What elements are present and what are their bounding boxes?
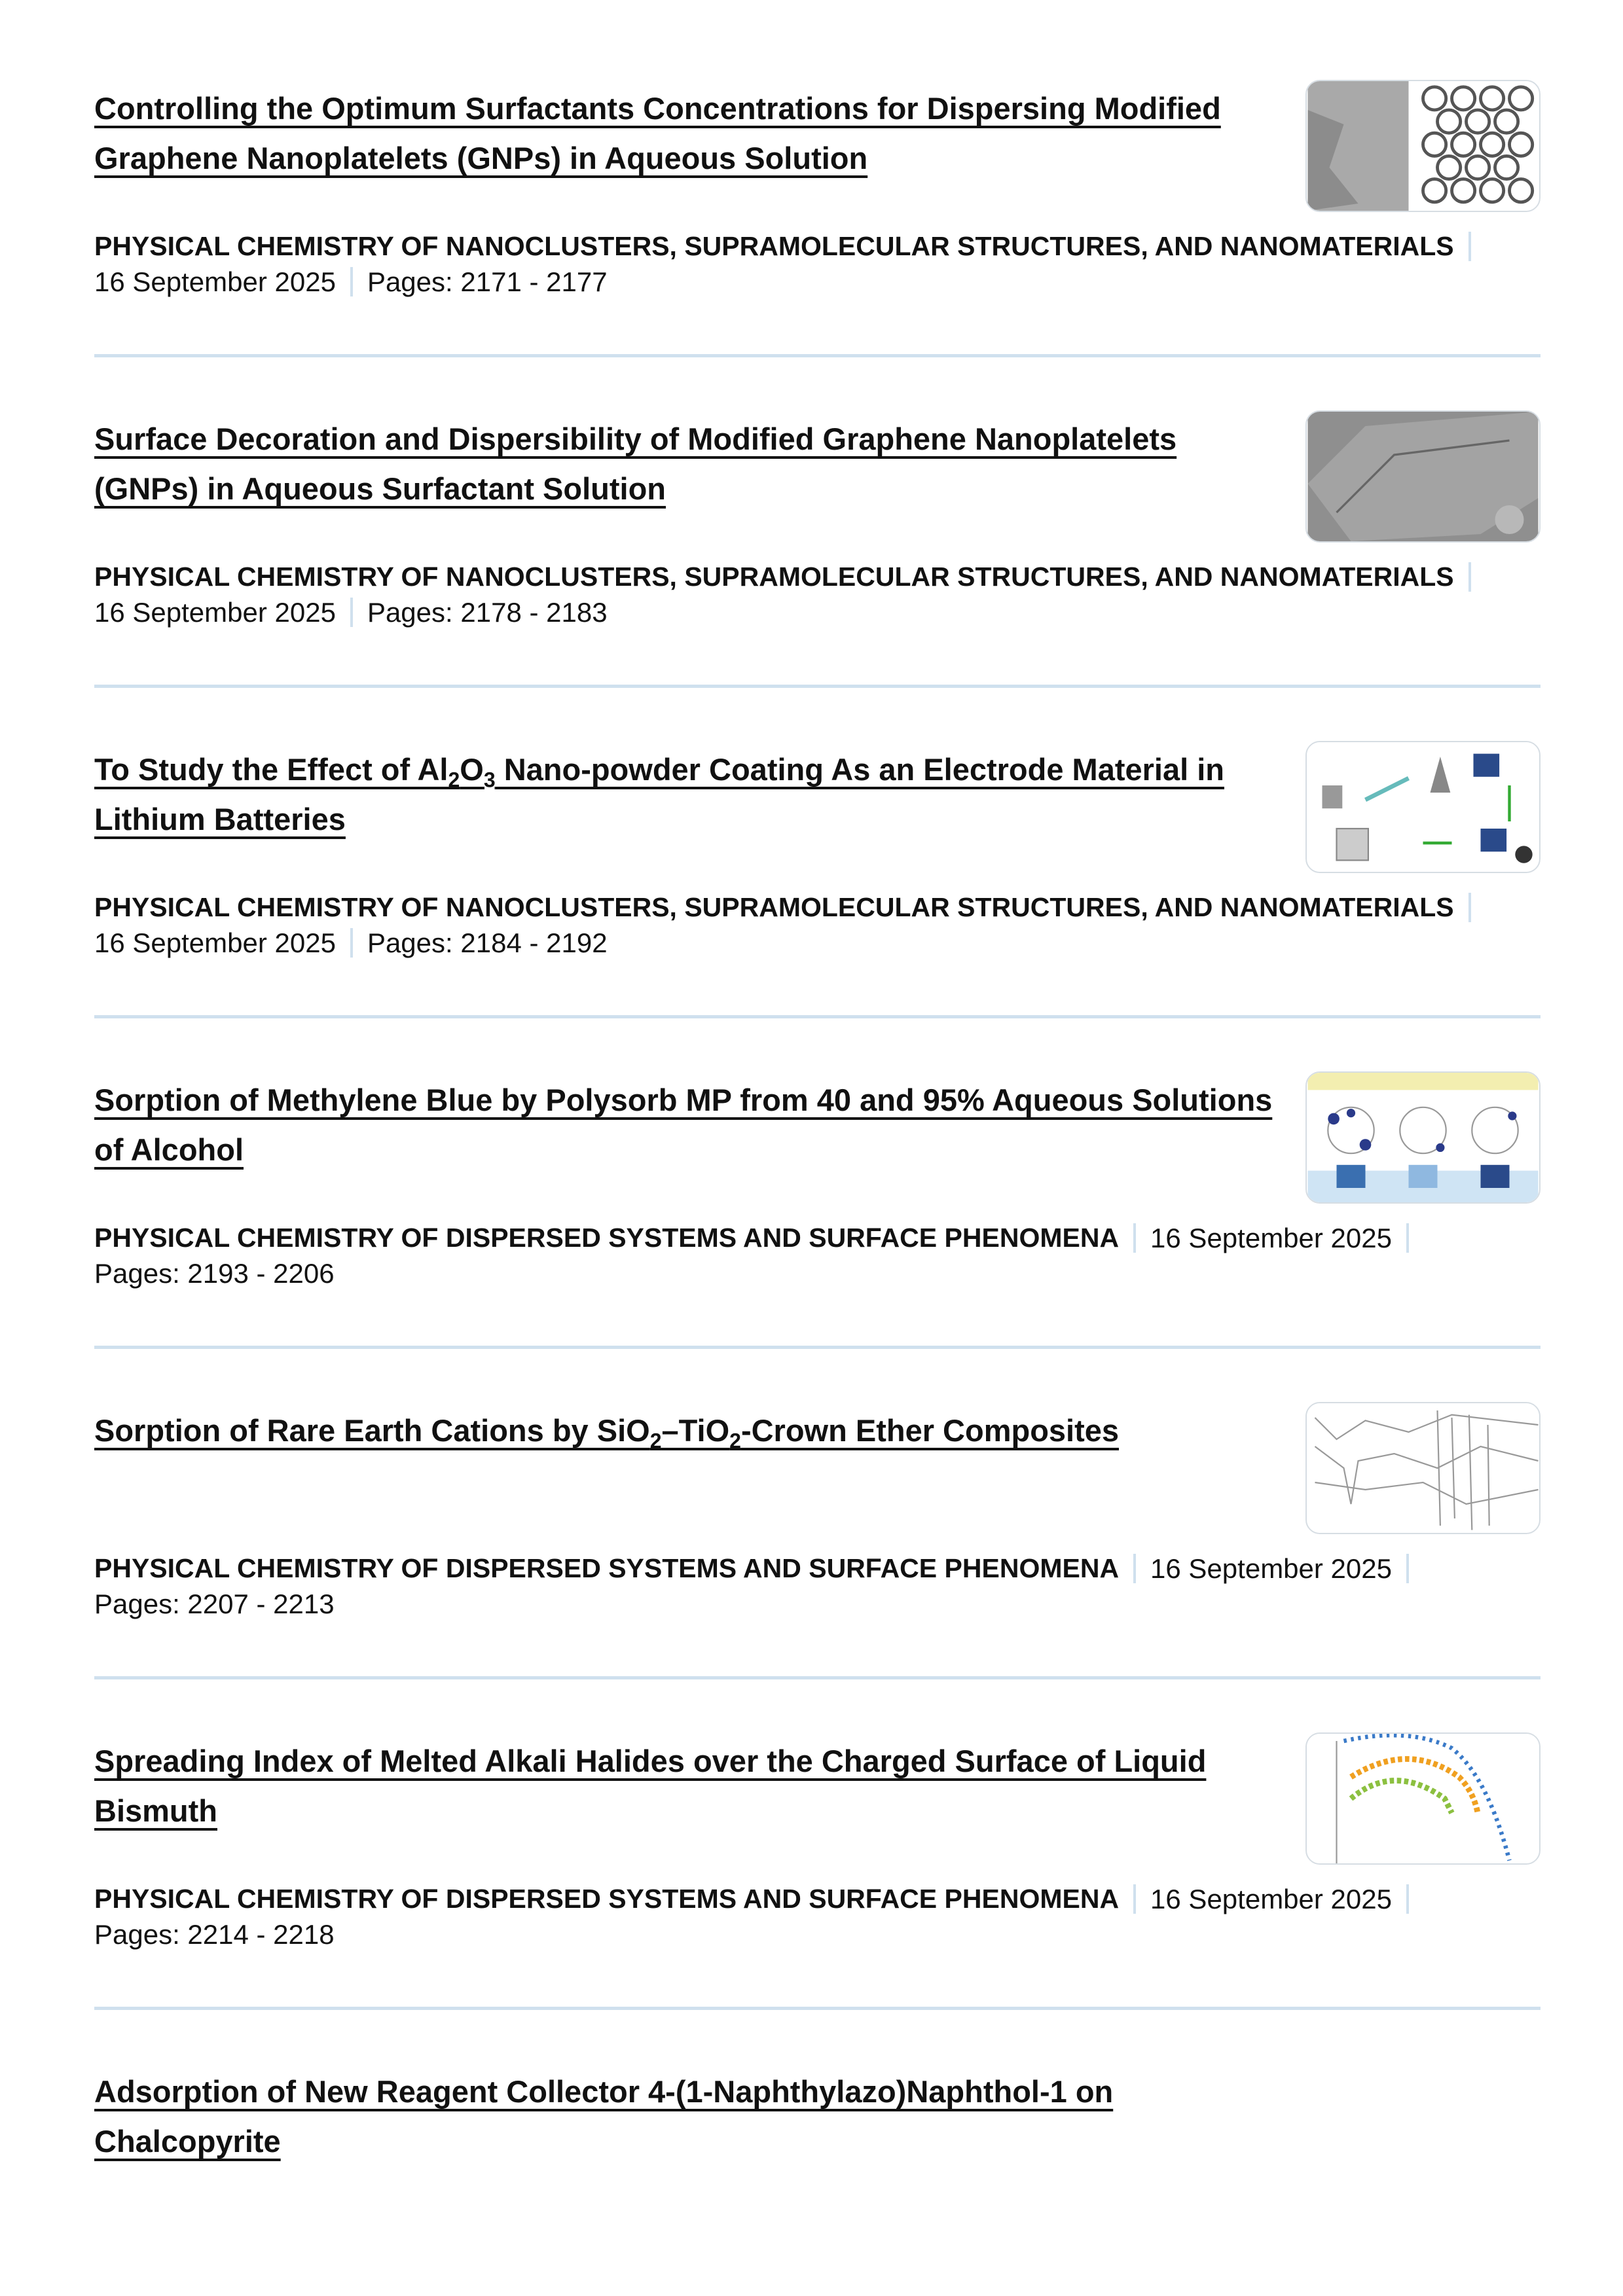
article-category[interactable]: PHYSICAL CHEMISTRY OF DISPERSED SYSTEMS AND SURFACE PHENOMENA [94,1884,1136,1914]
article-item [94,27,1541,357]
article-title-link[interactable]: Sorption of Methylene Blue by Polysorb MP from 40 and 95% Aqueous Solutions of Alcohol [94,1083,1273,1167]
article-thumbnail[interactable] [1305,80,1541,212]
article-title [94,414,1286,514]
article-title-link[interactable]: Surface Decoration and Dispersibility of Modified Graphene Nanoplatelets (GNPs) in Aqueous Surfactant Solution [94,422,1177,506]
article-item [94,1018,1541,1349]
article-title [94,1075,1286,1175]
article-category[interactable]: PHYSICAL CHEMISTRY OF DISPERSED SYSTEMS AND SURFACE PHENOMENA [94,1554,1136,1583]
article-pages: Pages: 2193 - 2206 [94,1258,335,1289]
article-date: 16 September 2025 [1150,1884,1409,1914]
article-pages: Pages: 2184 - 2192 [367,927,608,958]
article-title-link[interactable]: Sorption of Rare Earth Cations by SiO$_2$–TiO$_2$-Crown Ether Composites [94,1413,1120,1453]
article-item [94,688,1541,1018]
article-title [94,1736,1286,1836]
article-title-link[interactable]: Spreading Index of Melted Alkali Halides over the Charged Surface of Liquid Bismuth [94,1744,1207,1828]
article-meta [94,562,1528,627]
article-date: 16 September 2025 [94,928,353,958]
article-title-link[interactable]: Controlling the Optimum Surfactants Concentrations for Dispersing Modified Graphene Nanoplatelets (GNPs) in Aqueous Solution [94,91,1221,175]
article-title [94,84,1286,183]
article-meta [94,232,1528,296]
article-thumbnail[interactable] [1305,741,1541,873]
article-pages: Pages: 2214 - 2218 [94,1919,335,1950]
article-item [94,1349,1541,1679]
article-meta [94,1554,1528,1619]
article-meta [94,1223,1528,1288]
article-item [94,1679,1541,2010]
article-pages: Pages: 2178 - 2183 [367,597,608,628]
article-pages: Pages: 2207 - 2213 [94,1588,335,1619]
article-category[interactable]: PHYSICAL CHEMISTRY OF NANOCLUSTERS, SUPRAMOLECULAR STRUCTURES, AND NANOMATERIALS [94,562,1471,592]
article-meta [94,1884,1528,1949]
article-title [94,1406,1119,1456]
article-title-link[interactable]: To Study the Effect of $Al_2O_3$ Nano-powder Coating As an Electrode Material in Lithium Batteries [94,752,1224,836]
article-title [94,745,1286,844]
article-category[interactable]: PHYSICAL CHEMISTRY OF DISPERSED SYSTEMS AND SURFACE PHENOMENA [94,1223,1136,1253]
article-list [94,27,1541,2272]
article-date: 16 September 2025 [1150,1223,1409,1253]
article-category[interactable]: PHYSICAL CHEMISTRY OF NANOCLUSTERS, SUPRAMOLECULAR STRUCTURES, AND NANOMATERIALS [94,232,1471,261]
article-thumbnail[interactable] [1305,1402,1541,1534]
article-thumbnail[interactable] [1305,1732,1541,1865]
article-date: 16 September 2025 [1150,1554,1409,1583]
article-meta [94,893,1528,958]
article-title-link[interactable]: Adsorption of New Reagent Collector 4-(1-Naphthylazo)Naphthol-1 on Chalcopyrite [94,2074,1114,2159]
article-thumbnail[interactable] [1305,410,1541,543]
article-thumbnail[interactable] [1305,1071,1541,1204]
article-item [94,2010,1541,2272]
article-pages: Pages: 2171 - 2177 [367,266,608,297]
article-category[interactable]: PHYSICAL CHEMISTRY OF NANOCLUSTERS, SUPRAMOLECULAR STRUCTURES, AND NANOMATERIALS [94,893,1471,922]
article-date: 16 September 2025 [94,267,353,296]
article-item [94,357,1541,688]
article-date: 16 September 2025 [94,598,353,627]
article-title [94,2067,1286,2166]
